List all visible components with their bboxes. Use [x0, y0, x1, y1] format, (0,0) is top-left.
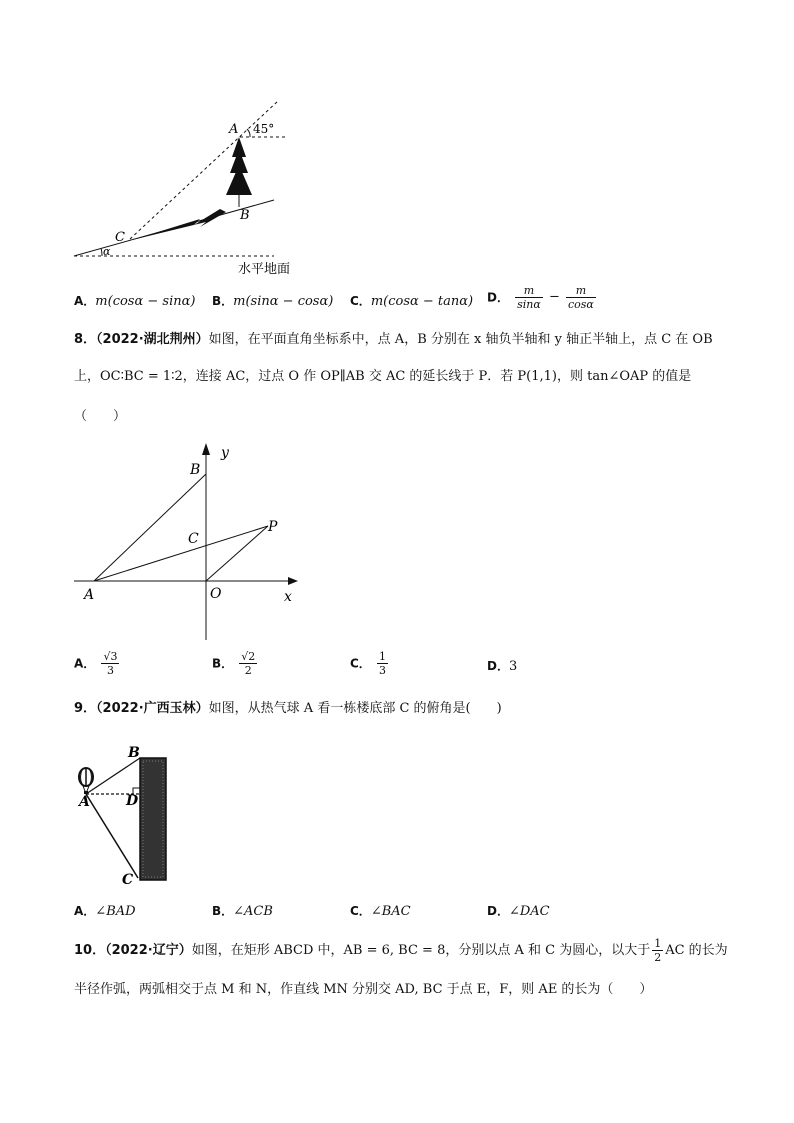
- label-x: x: [284, 589, 292, 605]
- angle-45-arc: [247, 129, 250, 137]
- y-axis-arrow-icon: [202, 443, 210, 455]
- label-p: P: [268, 519, 278, 535]
- label-y: y: [221, 445, 229, 461]
- label-b: B: [190, 462, 201, 478]
- label-45: 45°: [253, 122, 275, 136]
- x-axis-arrow-icon: [288, 577, 298, 585]
- q7-figure: [60, 95, 320, 285]
- q8-answer-paren: （ ）: [74, 409, 127, 424]
- q8-option-b[interactable]: B． $\frac{√2}{2}$: [212, 650, 256, 677]
- q7-option-a[interactable]: A．m(cosα − sinα): [74, 294, 196, 309]
- q7-option-b[interactable]: B．m(sinα − cosα): [212, 294, 334, 309]
- line-ab: [86, 758, 140, 794]
- fraction: $\frac{m}{\cos\alpha}$: [567, 284, 594, 311]
- tree-icon: [226, 137, 252, 207]
- label-c: C: [188, 531, 199, 547]
- building: [140, 758, 166, 880]
- q10-line-1: 10．（2022·辽宁）如图，在矩形 ABCD 中，AB = 6, BC = 8，分别以点 A 和 C 为圆心，以大于 $\frac{1}{2}$ AC 的长为: [74, 937, 728, 964]
- alpha-arc: [101, 248, 102, 256]
- q8-option-a[interactable]: A． $\frac{√3}{3}$: [74, 650, 118, 677]
- label-d: D: [126, 793, 139, 809]
- q8-option-c[interactable]: C． $\frac{1}{3}$: [350, 650, 386, 677]
- fraction-half: $\frac{1}{2}$: [654, 937, 662, 964]
- q9-question: 9．（2022·广西玉林）如图，从热气球 A 看一栋楼底部 C 的俯角是( ): [74, 701, 502, 716]
- segment-ap: [94, 526, 268, 581]
- q9-option-c[interactable]: C．∠BAC: [350, 904, 411, 919]
- segment-ab: [94, 474, 206, 581]
- fraction: $\frac{1}{3}$: [378, 650, 386, 677]
- q9-option-d[interactable]: D．∠DAC: [487, 904, 550, 919]
- label-a: A: [229, 122, 239, 137]
- label-c: C: [115, 230, 125, 245]
- label-a: A: [79, 794, 90, 810]
- q7-option-d[interactable]: D． $\frac{m}{\sin\alpha}$ − $\frac{m}{\cos\alpha}$: [487, 284, 594, 311]
- q9-balloon-figure: [66, 740, 186, 890]
- label-c: C: [122, 872, 134, 888]
- q10-line-2: 半径作弧，两弧相交于点 M 和 N，作直线 MN 分别交 AD, BC 于点 E，F，则 AE 的长为（ ）: [74, 982, 653, 997]
- q8-coordinate-figure: [60, 435, 320, 645]
- q7-option-c[interactable]: C．m(cosα − tanα): [350, 294, 474, 309]
- label-a: A: [84, 587, 95, 603]
- label-o: O: [210, 586, 222, 602]
- q8-line-1: 8．（2022·湖北荆州）如图，在平面直角坐标系中，点 A，B 分别在 x 轴负半轴和 y 轴正半轴上，点 C 在 OB: [74, 332, 713, 347]
- q9-option-b[interactable]: B．∠ACB: [212, 904, 273, 919]
- fraction: $\frac{√3}{3}$: [103, 650, 118, 677]
- q8-line-2: 上，OC∶BC = 1∶2，连接 AC，过点 O 作 OP∥AB 交 AC 的延长线于 P．若 P(1,1)，则 tan∠OAP 的值是: [74, 369, 692, 384]
- label-ground: 水平地面: [238, 262, 291, 277]
- label-b: B: [240, 208, 250, 223]
- q9-option-a[interactable]: A．∠BAD: [74, 904, 136, 919]
- label-alpha: α: [103, 245, 111, 258]
- label-b: B: [128, 745, 140, 761]
- segment-op: [206, 526, 268, 581]
- q8-option-d[interactable]: D．3: [487, 659, 518, 674]
- fraction: $\frac{√2}{2}$: [241, 650, 256, 677]
- fraction: $\frac{m}{\sin\alpha}$: [517, 284, 541, 311]
